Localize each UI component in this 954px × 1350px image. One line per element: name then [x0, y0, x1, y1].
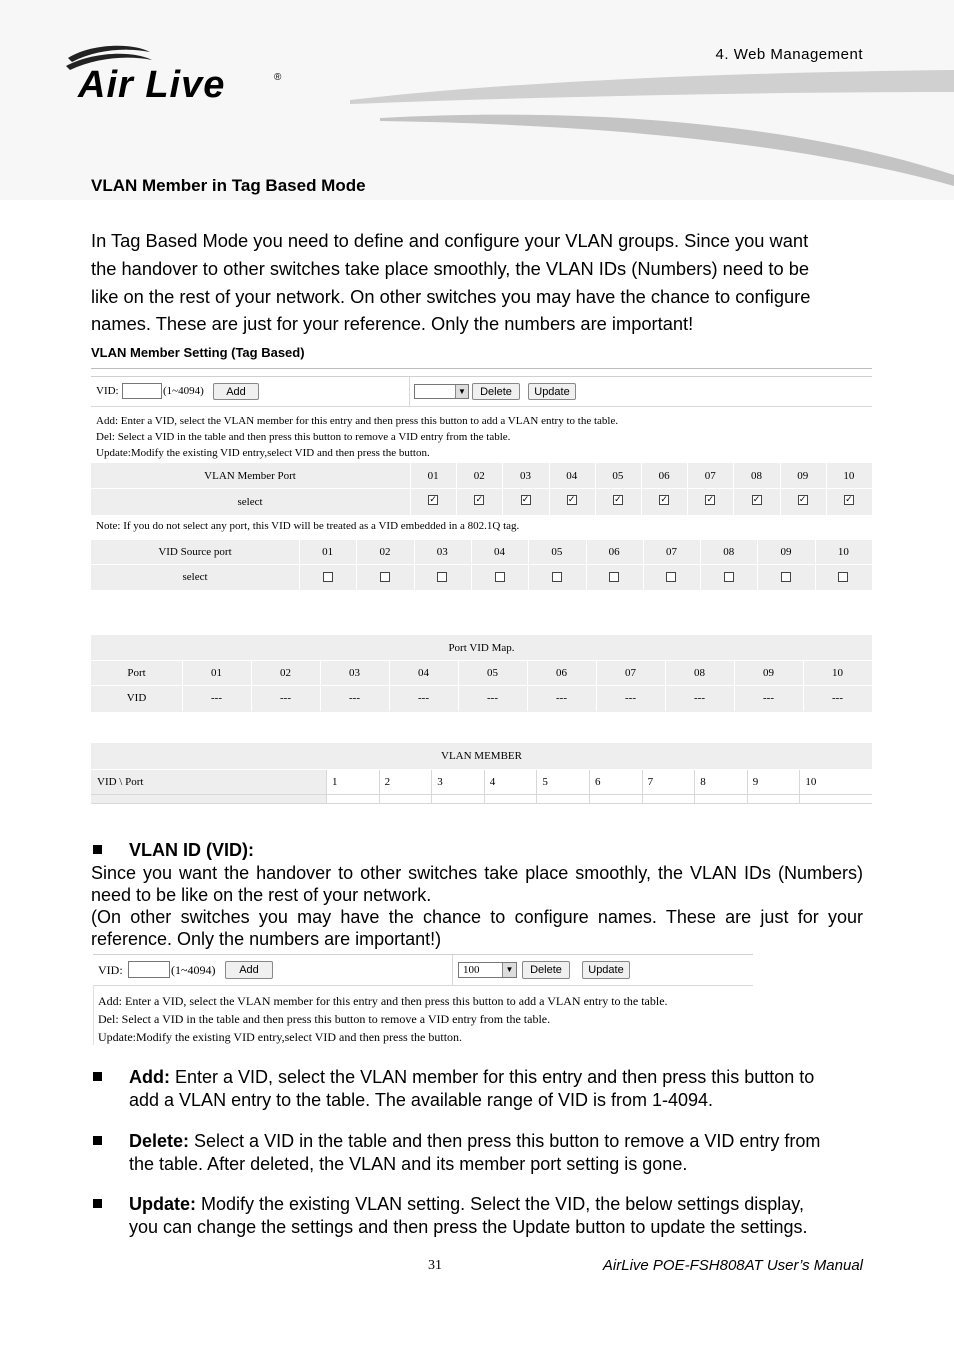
vm-port-number: 2	[384, 776, 391, 788]
figure-caption: VLAN Member Setting (Tag Based)	[91, 345, 305, 360]
pvm-port-number: 08	[694, 667, 705, 679]
intro-line: like on the rest of your network. On other switches you may have the chance to configure	[91, 285, 811, 307]
pvm-port-number: 04	[418, 667, 429, 679]
source-port-checkbox[interactable]	[437, 572, 447, 582]
delete-button[interactable]: Delete	[472, 383, 520, 400]
intro-line: In Tag Based Mode you need to define and configure your VLAN groups. Since you want	[91, 230, 809, 251]
pvm-vid-value: ---	[763, 692, 774, 704]
delete-button-small[interactable]: Delete	[522, 961, 570, 979]
member-select-label: select	[237, 495, 263, 508]
vid-input-small[interactable]	[128, 961, 170, 978]
member-port-number: 08	[750, 469, 762, 482]
bullet-add	[129, 1066, 869, 1111]
vid-range: (1~4094)	[163, 385, 204, 397]
vm-port-number: 5	[542, 776, 548, 788]
source-port-number: 04	[494, 546, 506, 558]
bullet-icon	[93, 845, 102, 854]
page-number: 31	[428, 1258, 442, 1273]
registered-mark: ®	[274, 72, 282, 83]
source-port-checkbox[interactable]	[495, 572, 505, 582]
vm-port-number: 6	[595, 776, 601, 788]
pvm-vid-value: ---	[349, 692, 360, 704]
bullet-add-term: Add:	[129, 1067, 170, 1087]
vid-row-label: VID	[126, 692, 147, 704]
vid-port-header: VID \ Port	[97, 776, 144, 788]
member-port-number: 10	[843, 469, 855, 482]
pvm-port-number: 10	[832, 667, 843, 679]
port-vid-map-title: Port VID Map.	[448, 642, 515, 654]
help-text	[96, 413, 618, 461]
bullet-icon	[93, 1199, 102, 1208]
source-port-number: 05	[551, 546, 563, 558]
member-port-checkbox[interactable]: ✓	[567, 495, 576, 505]
vm-port-number: 10	[805, 776, 817, 788]
vid-select-small-value: 100	[463, 964, 480, 976]
vm-port-number: 7	[647, 776, 654, 788]
source-select-label: select	[182, 571, 208, 583]
manual-title: AirLive POE-FSH808AT User’s Manual	[602, 1257, 863, 1274]
vm-port-number: 3	[437, 776, 443, 788]
pvm-vid-value: ---	[280, 692, 291, 704]
help-line-update: Update:Modify the existing VID entry,select VID and then press the button.	[96, 447, 430, 459]
help-line-update: Update:Modify the existing VID entry,select VID and then press the button.	[98, 1030, 463, 1044]
member-port-checkbox[interactable]: ✓	[475, 495, 484, 505]
source-port-number: 01	[322, 546, 334, 558]
member-port-checkbox[interactable]: ✓	[845, 495, 853, 505]
bullet-icon	[93, 1136, 102, 1145]
member-port-checkbox[interactable]: ✓	[798, 495, 807, 505]
help-line-add: Add: Enter a VID, select the VLAN member for this entry and then press this button to add a VLAN entry to the table.	[96, 415, 619, 427]
member-port-number: 06	[658, 469, 670, 482]
port-label: Port	[127, 667, 146, 679]
pvm-port-number: 07	[625, 667, 636, 679]
source-port-number: 09	[780, 546, 792, 558]
vid-select[interactable]	[414, 384, 469, 399]
source-port-number: 06	[608, 546, 620, 558]
help-text-small	[98, 992, 668, 1046]
member-port-number: 09	[797, 469, 809, 482]
pvm-vid-value: ---	[694, 692, 705, 704]
pvm-vid-value: ---	[418, 692, 429, 704]
bullet-delete	[129, 1130, 869, 1175]
update-button-small[interactable]: Update	[582, 961, 630, 979]
source-port-checkbox[interactable]	[552, 572, 562, 582]
member-port-number: 05	[612, 469, 624, 482]
bullet-delete-line2: the table. After deleted, the VLAN and its member port setting is gone.	[129, 1153, 688, 1174]
note-text: Note: If you do not select any port, this VID will be treated as a VID embedded in a 802.1Q tag.	[96, 520, 520, 532]
bullet-update-line2: you can change the settings and then press the Update button to update the settings.	[129, 1216, 808, 1237]
update-button[interactable]: Update	[528, 383, 576, 400]
pvm-vid-value: ---	[211, 692, 222, 704]
member-port-number: 03	[519, 469, 531, 482]
bullet-add-line1: Enter a VID, select the VLAN member for this entry and then press this button to	[169, 1067, 815, 1087]
pvm-port-number: 03	[349, 667, 360, 679]
source-port-number: 07	[665, 546, 677, 558]
chevron-down-icon[interactable]: ▼	[502, 963, 516, 977]
bullet-delete-line1: Select a VID in the table and then press this button to remove a VID entry from	[189, 1131, 821, 1151]
vm-port-number: 8	[700, 776, 706, 788]
pvm-vid-value: ---	[556, 692, 567, 704]
vlan-member-title: VLAN MEMBER	[441, 750, 522, 762]
pvm-vid-value: ---	[487, 692, 498, 704]
vm-port-number: 4	[489, 776, 496, 788]
bullet-delete-term: Delete:	[129, 1131, 190, 1151]
member-port-number: 02	[473, 469, 485, 482]
member-port-checkbox[interactable]: ✓	[706, 495, 715, 505]
source-port-checkbox[interactable]	[609, 572, 619, 582]
intro-paragraph	[91, 227, 871, 338]
pvm-port-number: 06	[556, 667, 567, 679]
vid-select-small[interactable]	[458, 962, 517, 978]
bullet-update	[129, 1193, 869, 1238]
vid-input[interactable]	[122, 383, 162, 399]
pvm-port-number: 01	[211, 667, 222, 679]
bullet-update-line1: Modify the existing VLAN setting. Select the VID, the below settings display,	[196, 1194, 804, 1214]
member-port-number: 04	[566, 469, 578, 482]
source-port-checkbox[interactable]	[724, 572, 734, 582]
pvm-vid-value: ---	[625, 692, 636, 704]
vid-heading: VLAN ID (VID):	[129, 840, 254, 860]
vm-port-number: 9	[752, 776, 759, 788]
member-port-number: 07	[704, 469, 716, 482]
member-port-checkbox[interactable]: ✓	[614, 495, 622, 505]
vid-range-small: (1~4094)	[171, 963, 216, 977]
bullet-icon	[93, 1072, 102, 1081]
section-title: VLAN Member in Tag Based Mode	[91, 176, 366, 195]
airlive-logo: Air Live	[78, 64, 226, 106]
help-line-del: Del: Select a VID in the table and then press this button to remove a VID entry from the table.	[98, 1012, 551, 1026]
source-port-checkbox[interactable]	[323, 572, 333, 582]
section-label: 4. Web Management	[715, 46, 863, 63]
member-port-label: VLAN Member Port	[204, 469, 296, 482]
source-port-checkbox[interactable]	[380, 572, 390, 582]
pvm-port-number: 09	[763, 667, 774, 679]
intro-line: the handover to other switches take place smoothly, the VLAN IDs (Numbers) need to be	[91, 257, 810, 279]
bullet-update-term: Update:	[129, 1194, 196, 1214]
add-button-small[interactable]: Add	[225, 961, 273, 979]
source-port-checkbox[interactable]	[781, 572, 791, 582]
member-port-number: 01	[427, 469, 439, 482]
vid-body-2: (On other switches you may have the chance to configure names. These are just for your reference. Only the numbers are important!)	[91, 907, 863, 949]
vid-description	[91, 862, 863, 950]
add-button[interactable]: Add	[213, 383, 259, 400]
vid-label: VID:	[96, 385, 119, 397]
help-line-add: Add: Enter a VID, select the VLAN member for this entry and then press this button to add a VLAN entry to the table.	[98, 994, 668, 1008]
intro-line: names. These are just for your reference. Only the numbers are important!	[91, 313, 694, 335]
chevron-down-icon[interactable]: ▼	[455, 385, 468, 398]
pvm-port-number: 02	[280, 667, 291, 679]
member-port-checkbox[interactable]: ✓	[521, 495, 530, 505]
bullet-add-line2: add a VLAN entry to the table. The available range of VID is from 1-4094.	[129, 1089, 714, 1110]
vid-body-1: Since you want the handover to other switches take place smoothly, the VLAN IDs (Numbers) need to be like on the rest of your network.	[91, 863, 863, 905]
vid-label-small: VID:	[98, 963, 123, 977]
source-port-number: 10	[837, 546, 849, 558]
pvm-vid-value: ---	[832, 692, 843, 704]
source-port-checkbox[interactable]	[838, 572, 848, 582]
member-port-checkbox[interactable]: ✓	[752, 495, 761, 505]
member-port-checkbox[interactable]: ✓	[429, 495, 437, 505]
source-port-number: 08	[723, 546, 735, 558]
source-port-checkbox[interactable]	[666, 572, 676, 582]
pvm-port-number: 05	[487, 667, 498, 679]
source-port-number: 02	[379, 546, 391, 558]
vm-port-number: 1	[332, 776, 338, 788]
member-port-checkbox[interactable]: ✓	[660, 495, 668, 505]
source-port-number: 03	[436, 546, 448, 558]
help-line-del: Del: Select a VID in the table and then press this button to remove a VID entry from the table.	[96, 431, 511, 443]
source-port-label: VID Source port	[158, 546, 232, 558]
